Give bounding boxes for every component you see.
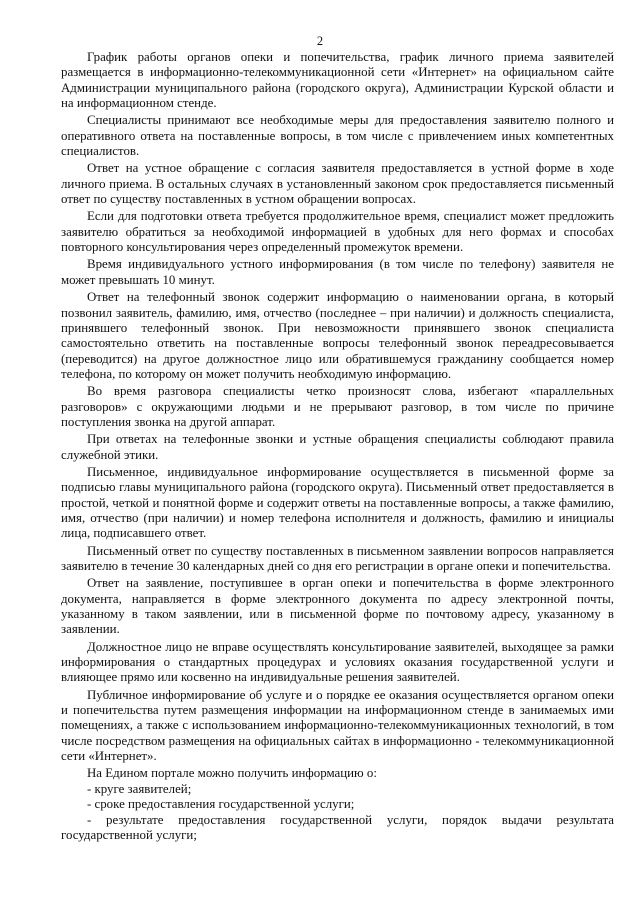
paragraph-long-preparation: Если для подготовки ответа требуется продолжительное время, специалист может предложить заявителю обратиться за необходимой информацией в удобных для него формах и способах повторного консультирования через определенный промежуток времени. [61, 209, 614, 255]
document-body [61, 50, 614, 843]
list-item: - результате предоставления государственной услуги, порядок выдачи результата государственной услуги; [61, 812, 614, 842]
paragraph-consulting-limits: Должностное лицо не вправе осуществлять консультирование заявителей, выходящее за рамки информирования о стандартных процедурах и условиях оказания государственной услуги и влияющее прямо или косвенно на индивидуальные решения заявителей. [61, 639, 614, 685]
page-number: 2 [316, 34, 324, 48]
paragraph-electronic-answer: Ответ на заявление, поступившее в орган опеки и попечительства в форме электронного документа, направляется в форме электронного документа по адресу электронной почты, указанному в таком заявлении, или в письменной форме по почтовому адресу, указанному в заявлении. [61, 576, 614, 637]
paragraph-oral-appeal: Ответ на устное обращение с согласия заявителя предоставляется в устной форме в ходе личного приема. В остальных случаях в установленный законом срок предоставляется письменный ответ по существу поставленных в устном обращении вопросах. [61, 161, 614, 207]
list-item: - сроке предоставления государственной услуги; [87, 797, 355, 812]
paragraph-conversation: Во время разговора специалисты четко произносят слова, избегают «параллельных разговоров» с окружающими людьми и не прерывают разговор, в том числе по причине поступления звонка на другой аппарат. [61, 384, 614, 429]
paragraph-written-deadline: Письменный ответ по существу поставленных в письменном заявлении вопросов направляется заявителю в течение 30 календарных дней со дня его регистрации в органе опеки и попечительства. [61, 543, 614, 573]
paragraph-specialists-measures: Специалисты принимают все необходимые меры для предоставления заявителю полного и оперативного ответа на поставленные вопросы, в том числе с привлечением иных компетентных специалистов. [61, 113, 614, 159]
paragraph-portal-intro: На Едином портале можно получить информацию о: [87, 766, 377, 781]
paragraph-oral-time-limit: Время индивидуального устного информирования (в том числе по телефону) заявителя не может превышать 10 минут. [61, 257, 614, 287]
paragraph-schedule: График работы органов опеки и попечительства, график личного приема заявителей размещается в информационно-телекоммуникационной сети «Интернет» на официальном сайте Администрации муниципального района (городского округа), Администрации Курской области и на информационном стенде. [61, 50, 614, 111]
paragraph-phone-answer: Ответ на телефонный звонок содержит информацию о наименовании органа, в который позвонил заявитель, фамилию, имя, отчество (последнее – при наличии) и должность специалиста, принявшего телефонный звонок. При невозможности принявшего звонок специалиста самостоятельно ответить на поставленные вопросы телефонный звонок переадресовывается (переводится) на другое должностное лицо или обратившемуся гражданину сообщается номер телефона, по которому он может получить необходимую информацию. [61, 290, 614, 381]
list-item: - круге заявителей; [87, 781, 192, 796]
paragraph-public-info: Публичное информирование об услуге и о порядке ее оказания осуществляется органом опеки и попечительства путем размещения информации на информационном стенде в занимаемых ими помещениях, а также с использованием информационно-телекоммуникационных технологий, в том числе посредством размещения на официальных сайтах в информационно - телекоммуникационной сети «Интернет». [61, 687, 614, 764]
paragraph-ethics: При ответах на телефонные звонки и устные обращения специалисты соблюдают правила служебной этики. [61, 432, 614, 462]
paragraph-written-info: Письменное, индивидуальное информирование осуществляется в письменной форме за подписью главы муниципального района (городского округа). Письменный ответ предоставляется в простой, четкой и понятной форме и содержит ответы на поставленные вопросы, а также фамилию, имя, отчество (при наличии) и номер телефона исполнителя и должность, фамилию и инициалы лица, подписавшего ответ. [61, 464, 614, 541]
